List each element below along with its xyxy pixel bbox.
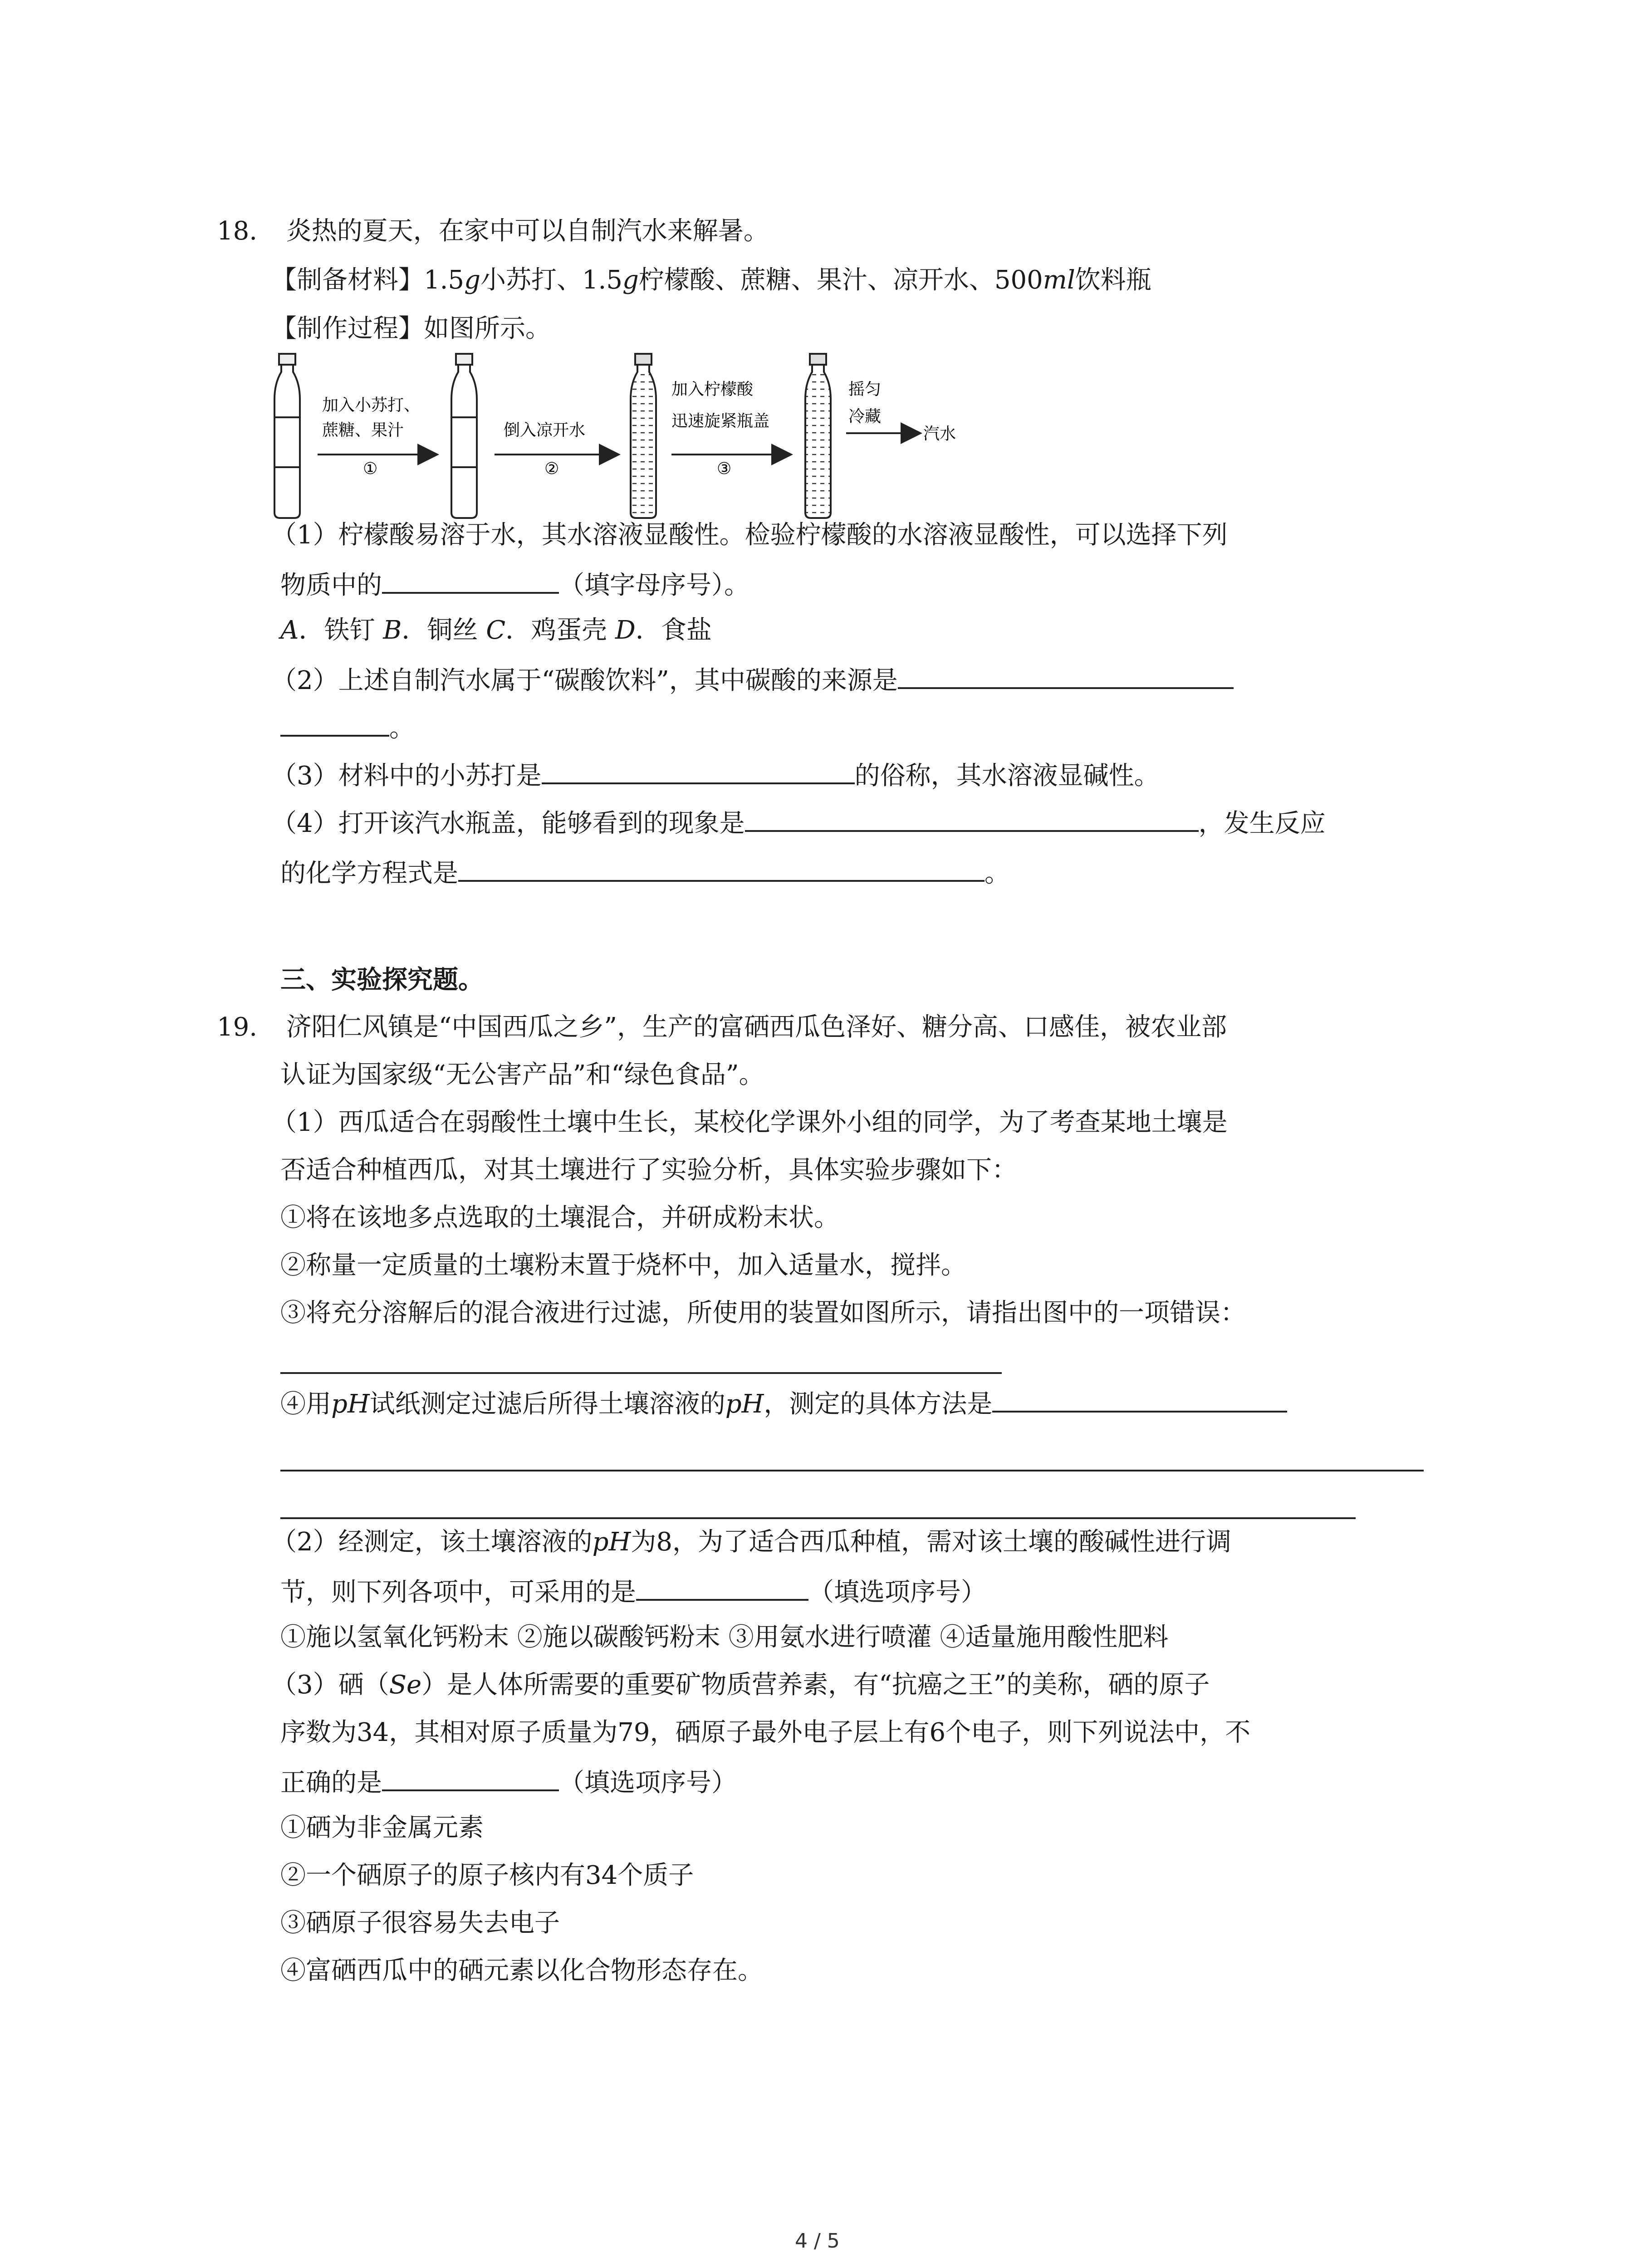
answer-blank-5[interactable] xyxy=(458,853,985,882)
q18-process-diagram xyxy=(272,349,980,522)
answer-blank-4[interactable] xyxy=(745,803,1199,832)
q19-part2-options: ①施以氢氧化钙粉末 ②施以碳酸钙粉末 ③用氨水进行喷灌 ④适量施用酸性肥料 xyxy=(280,1623,1169,1652)
q18-part1-line2: 物质中的 （填字母序号）。 xyxy=(280,565,749,604)
bottle-1-icon xyxy=(274,354,300,518)
q18-materials: 【制备材料】1.5g小苏打、1.5g柠檬酸、蔗糖、果汁、凉开水、500ml饮料瓶 xyxy=(271,265,1151,295)
q19-option-4: ④富硒西瓜中的硒元素以化合物形态存在。 xyxy=(280,1956,763,1985)
step-4-label-2: 冷藏 xyxy=(848,407,882,426)
q19-part3-line2: 序数为34，其相对原子质量为79，硒原子最外电子层上有6个电子，则下列说法中，不 xyxy=(280,1718,1251,1747)
step-1-number: ① xyxy=(363,459,378,478)
page-number: 4 / 5 xyxy=(795,2229,840,2253)
step-2-label: 倒入凉开水 xyxy=(504,421,586,440)
q18-part2-line2: 。 xyxy=(280,708,415,747)
q19-part3-line3: 正确的是 （填选项序号） xyxy=(280,1762,737,1801)
section-title: 三、实验探究题。 xyxy=(280,965,484,995)
q19-stem-line1: 19. 济阳仁风镇是“中国西瓜之乡”，生产的富硒西瓜色泽好、糖分高、口感佳，被农业部 xyxy=(217,1012,1227,1042)
q19-option-3: ③硒原子很容易失去电子 xyxy=(280,1908,560,1938)
q19-part1-line2: 否适合种植西瓜，对其土壤进行了实验分析，具体实验步骤如下： xyxy=(280,1155,1017,1185)
step-4-label-1: 摇匀 xyxy=(848,380,882,399)
q19-part1-line1: （1）西瓜适合在弱酸性土壤中生长，某校化学课外小组的同学，为了考查某地土壤是 xyxy=(271,1108,1228,1137)
bottle-2-icon xyxy=(451,354,477,518)
answer-blank-step4[interactable] xyxy=(992,1383,1287,1413)
answer-blank-3[interactable] xyxy=(542,755,855,784)
step-1-label-2: 蔗糖、果汁 xyxy=(322,421,404,440)
step-2-number: ② xyxy=(544,459,559,478)
q18-number: 18. xyxy=(217,216,258,246)
q19-number: 19. xyxy=(217,1012,258,1042)
step-3-label-1: 加入柠檬酸 xyxy=(671,380,754,399)
bottle-3-icon xyxy=(631,354,656,518)
q19-step1: ①将在该地多点选取的土壤混合，并研成粉末状。 xyxy=(280,1203,839,1232)
step-1-label-1: 加入小苏打、 xyxy=(322,396,421,415)
q18-process: 【制作过程】如图所示。 xyxy=(271,314,551,343)
bottle-4-icon xyxy=(805,354,831,518)
q19-option-2: ②一个硒原子的原子核内有34个质子 xyxy=(280,1861,694,1890)
q19-option-1: ①硒为非金属元素 xyxy=(280,1813,484,1843)
answer-blank-7[interactable] xyxy=(382,1762,559,1791)
q19-part3-line1: （3）硒（Se）是人体所需要的重要矿物质营养素，有“抗癌之王”的美称，硒的原子 xyxy=(271,1670,1210,1700)
q18-part1-line1: （1）柠檬酸易溶于水，其水溶液显酸性。检验柠檬酸的水溶液显酸性，可以选择下列 xyxy=(271,520,1228,550)
answer-blank-6[interactable] xyxy=(636,1572,808,1601)
answer-blank-2[interactable] xyxy=(898,660,1234,689)
q18-part3: （3）材料中的小苏打是 的俗称，其水溶液显碱性。 xyxy=(271,755,1160,794)
q18-part4-line1: （4）打开该汽水瓶盖，能够看到的现象是 ，发生反应 xyxy=(271,803,1326,842)
answer-blank-2b[interactable] xyxy=(280,708,389,737)
q19-stem-line2: 认证为国家级“无公害产品”和“绿色食品”。 xyxy=(280,1060,764,1090)
q19-part2-line2: 节，则下列各项中，可采用的是 （填选项序号） xyxy=(280,1572,986,1611)
q19-part2-line1: （2）经测定，该土壤溶液的pH为8，为了适合西瓜种植，需对该土壤的酸碱性进行调 xyxy=(271,1527,1231,1557)
q18-options: A．铁钉 B．铜丝 C．鸡蛋壳 D．食盐 xyxy=(280,616,712,645)
step-3-number: ③ xyxy=(717,459,732,478)
q18-part4-line2: 的化学方程式是 。 xyxy=(280,853,1010,892)
q19-step4: ④用pH试纸测定过滤后所得土壤溶液的pH，测定的具体方法是 xyxy=(280,1383,1287,1422)
q18-stem: 18. 炎热的夏天，在家中可以自制汽水来解暑。 xyxy=(217,216,769,246)
step-3-label-2: 迅速旋紧瓶盖 xyxy=(671,412,770,430)
q19-step3: ③将充分溶解后的混合液进行过滤，所使用的装置如图所示，请指出图中的一项错误： xyxy=(280,1298,1246,1328)
q19-step2: ②称量一定质量的土壤粉末置于烧杯中，加入适量水，搅拌。 xyxy=(280,1251,966,1280)
result-label: 汽水 xyxy=(923,425,956,443)
answer-line-step4a[interactable] xyxy=(280,1470,1424,1471)
answer-line-step3[interactable] xyxy=(280,1372,1002,1374)
q18-part2-line1: （2）上述自制汽水属于“碳酸饮料”，其中碳酸的来源是 xyxy=(271,660,1234,699)
answer-blank-1[interactable] xyxy=(382,565,559,594)
answer-line-step4b[interactable] xyxy=(280,1517,1356,1519)
